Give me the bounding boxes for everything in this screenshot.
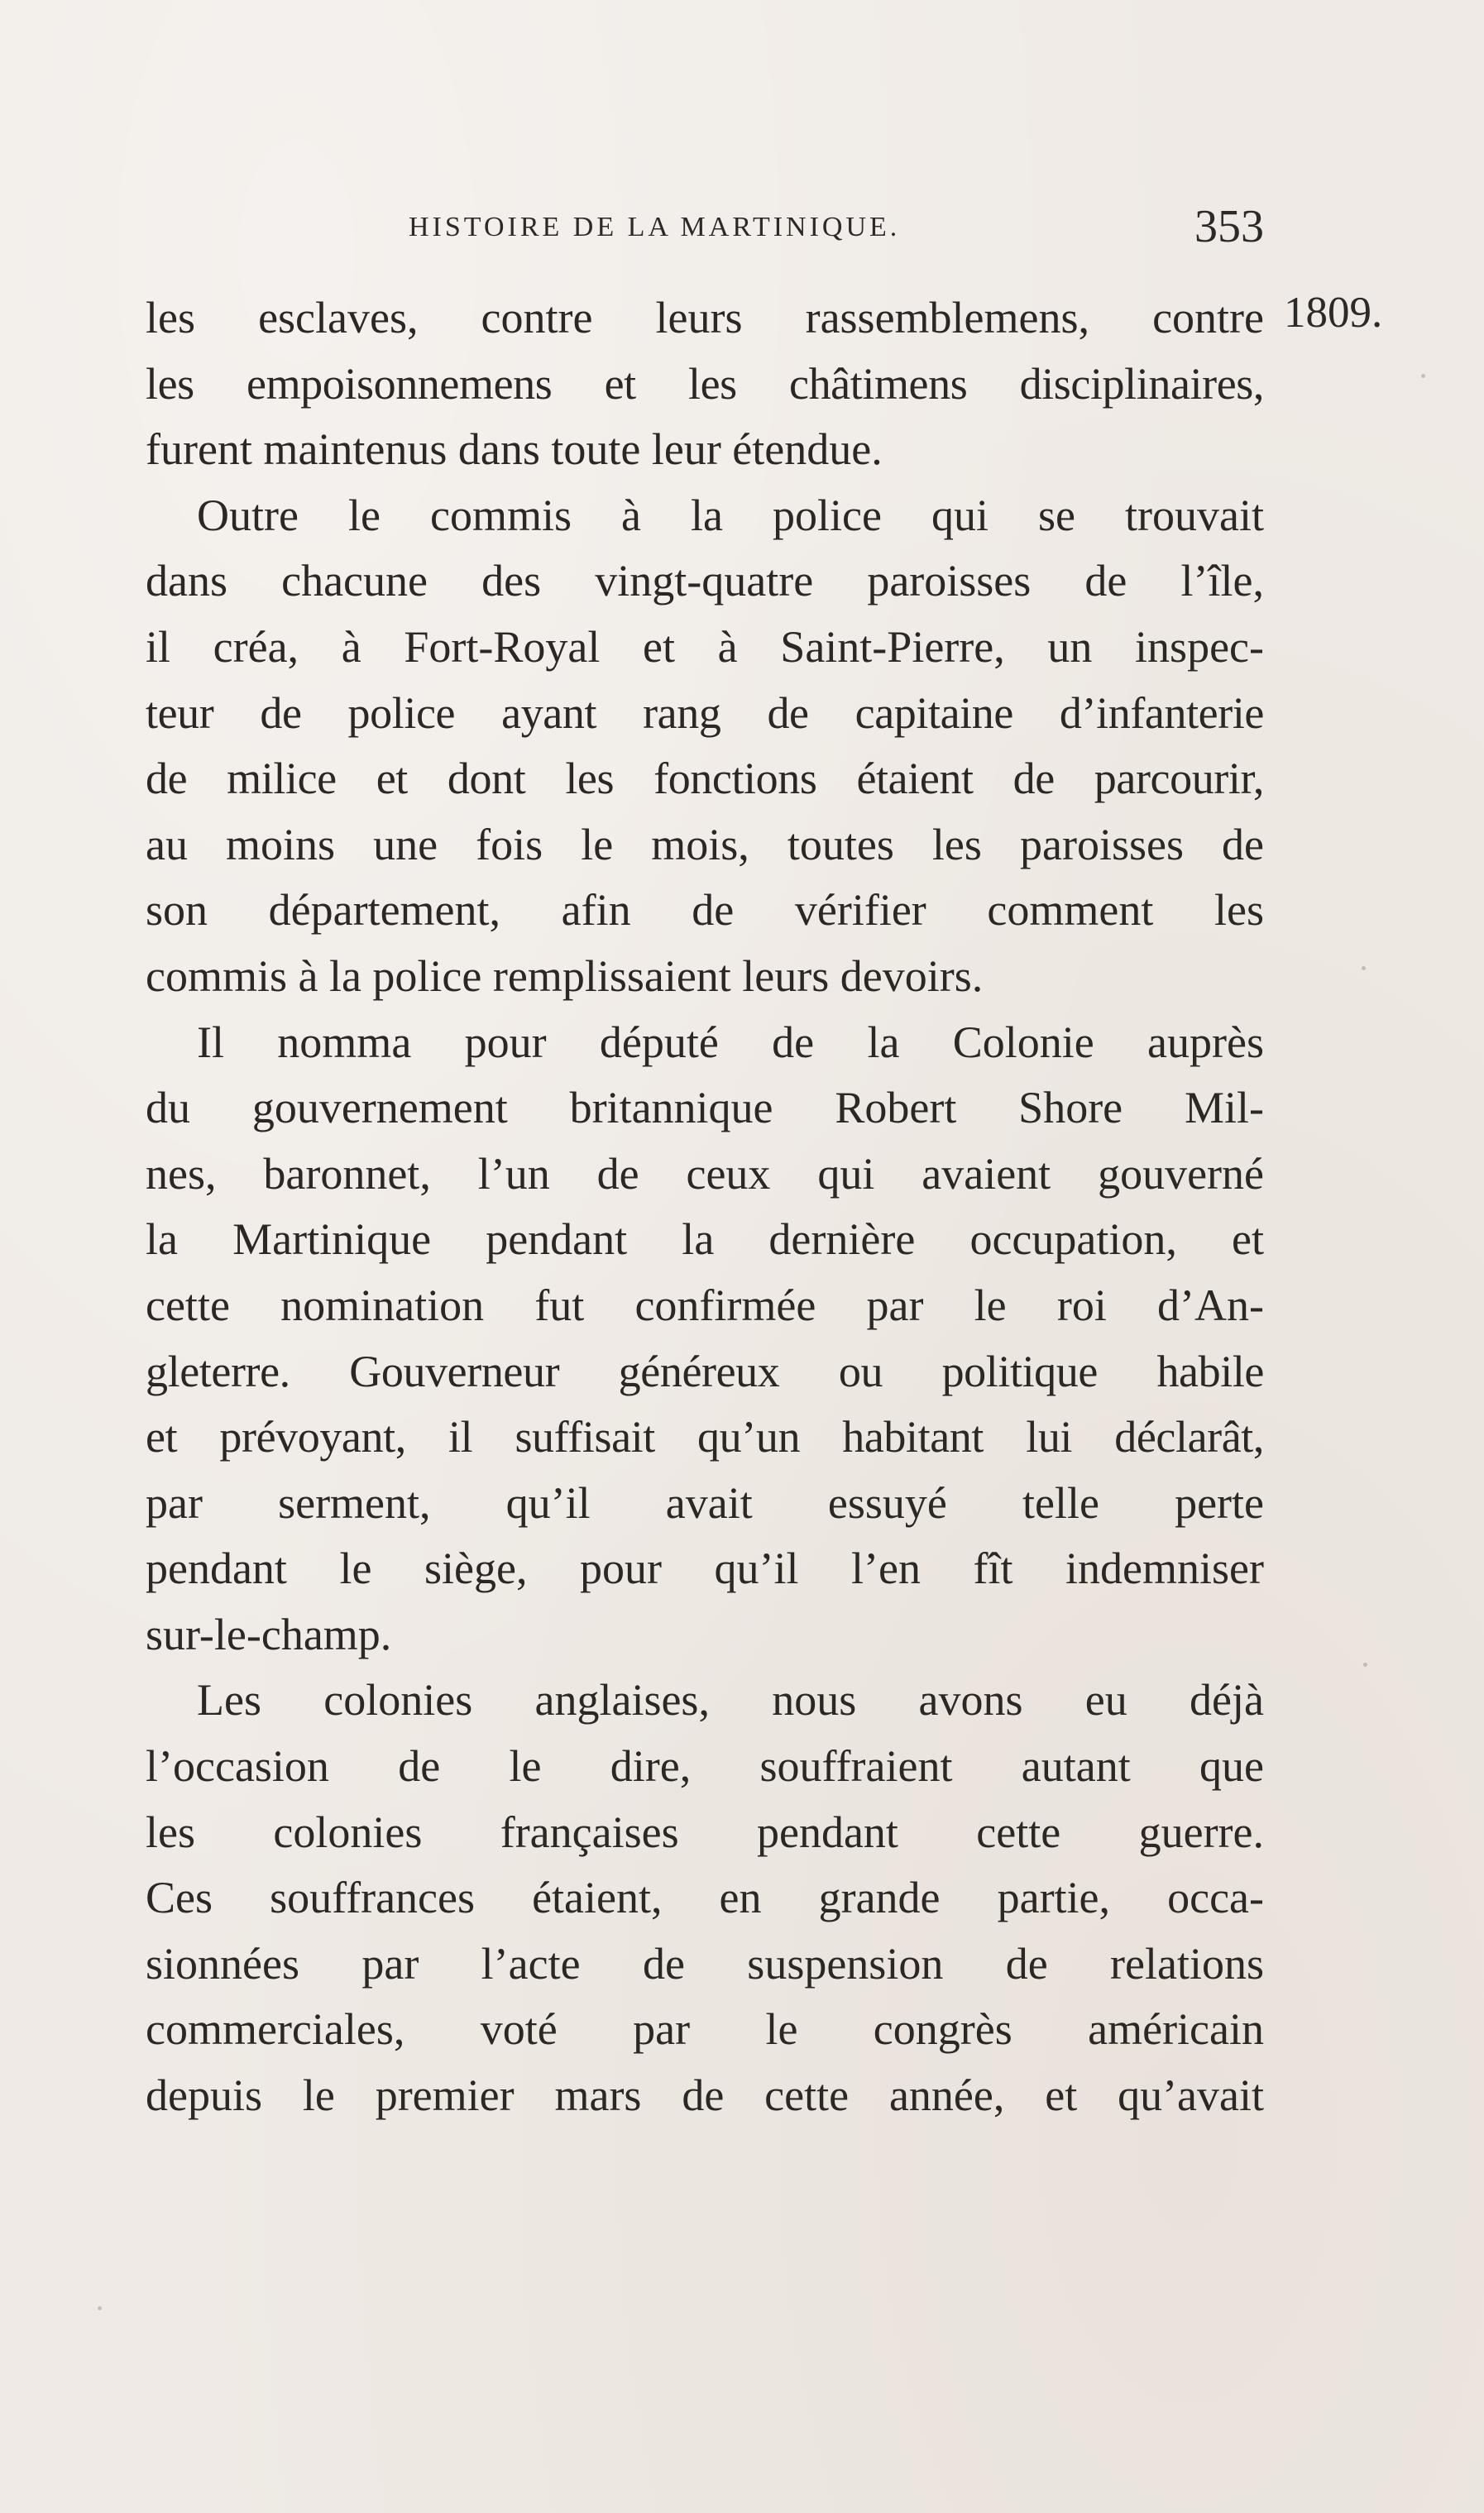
text-line: dans chacune des vingt-quatre paroisses de l’île,	[146, 556, 1264, 606]
text-line: pendant le siège, pour qu’il l’en fît indemniser	[146, 1544, 1264, 1594]
text-line: depuis le premier mars de cette année, et qu’avait	[146, 2070, 1264, 2121]
text-line: nes, baronnet, l’un de ceux qui avaient gouverné	[146, 1148, 1264, 1199]
text-line: et prévoyant, il suffisait qu’un habitant lui déclarât,	[146, 1412, 1264, 1462]
text-line: Les colonies anglaises, nous avons eu déjà	[197, 1675, 1264, 1726]
margin-year: 1809.	[1284, 289, 1383, 337]
page-number: 353	[1194, 201, 1264, 252]
text-line: teur de police ayant rang de capitaine d’infanterie	[146, 687, 1264, 738]
text-line: au moins une fois le mois, toutes les paroisses de	[146, 819, 1264, 869]
text-line: cette nomination fut confirmée par le roi d’An-	[146, 1280, 1264, 1330]
text-line: sionnées par l’acte de suspension de relations	[146, 1938, 1264, 1989]
paper-speck	[98, 2306, 102, 2310]
running-title: HISTOIRE DE LA MARTINIQUE.	[409, 212, 901, 242]
text-line: Outre le commis à la police qui se trouvait	[197, 490, 1264, 540]
text-line: sur-le-champ.	[146, 1609, 392, 1659]
text-line: du gouvernement britannique Robert Shore Mil-	[146, 1083, 1264, 1133]
text-line: l’occasion de le dire, souffraient autant que	[146, 1741, 1264, 1792]
text-line: Ces souffrances étaient, en grande partie, occa-	[146, 1873, 1264, 1923]
body-text	[146, 285, 1264, 2129]
text-line: gleterre. Gouverneur généreux ou politique habile	[146, 1346, 1264, 1396]
text-line: les esclaves, contre leurs rassemblemens, contre	[146, 293, 1264, 342]
text-line: commis à la police remplissaient leurs devoirs.	[146, 950, 984, 1001]
text-line: par serment, qu’il avait essuyé telle perte	[146, 1477, 1264, 1528]
text-line: son département, afin de vérifier comment les	[146, 885, 1264, 936]
text-line: de milice et dont les fonctions étaient de parcourir,	[146, 754, 1264, 804]
paper-speck	[1363, 1663, 1367, 1667]
paper-speck	[1421, 374, 1425, 378]
text-line: furent maintenus dans toute leur étendue.	[146, 424, 883, 475]
paper-speck	[1362, 966, 1366, 970]
text-line: la Martinique pendant la dernière occupation, et	[146, 1214, 1264, 1265]
running-head	[146, 201, 1264, 256]
text-line: il créa, à Fort-Royal et à Saint-Pierre, un inspec-	[146, 621, 1264, 672]
text-line: commerciales, voté par le congrès américain	[146, 2004, 1264, 2055]
text-line: les empoisonnemens et les châtimens disciplinaires,	[146, 358, 1264, 409]
text-line: Il nomma pour député de la Colonie auprès	[197, 1017, 1264, 1067]
text-line: les colonies françaises pendant cette guerre.	[146, 1807, 1264, 1857]
